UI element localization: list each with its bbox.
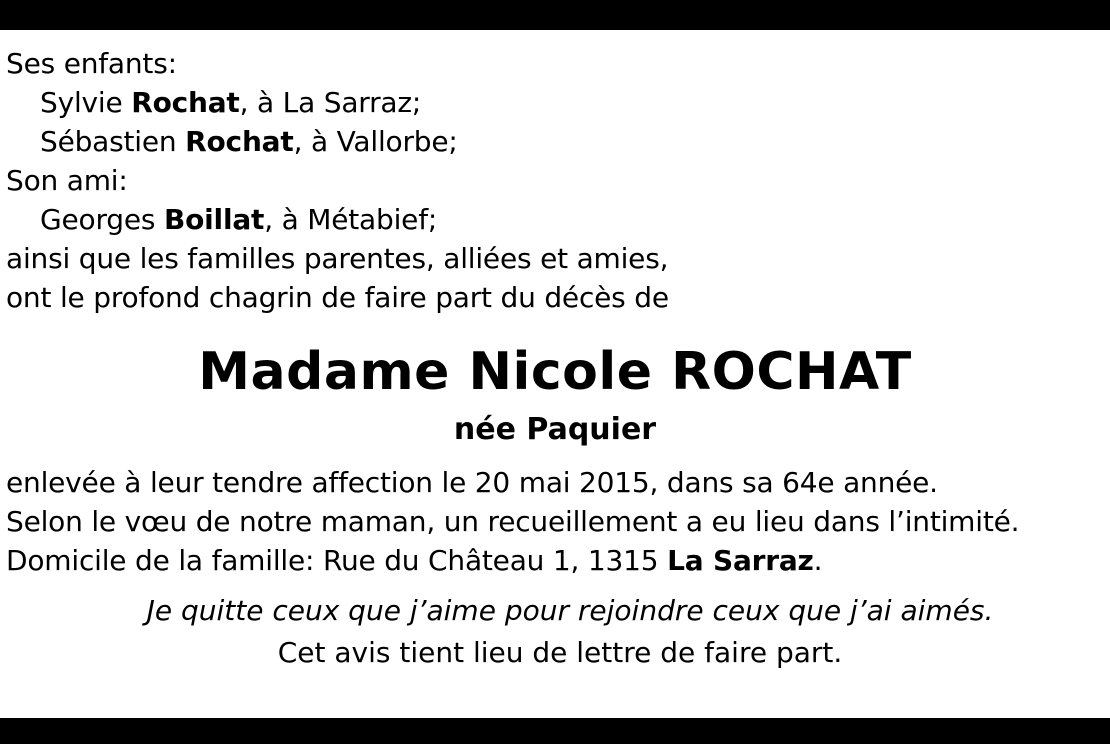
closing-line: Cet avis tient lieu de lettre de faire part.	[277, 636, 843, 669]
child-entry	[6, 83, 1104, 122]
address-suffix: .	[813, 544, 823, 577]
deceased-name: Madame Nicole ROCHAT	[198, 342, 912, 402]
friend-last-name: Boillat	[163, 203, 265, 236]
deceased-maiden-name: née Paquier	[453, 412, 657, 447]
child-location: , à Vallorbe;	[293, 125, 458, 158]
families-line: ainsi que les familles parentes, alliées et amies,	[6, 242, 669, 275]
friend-entry	[6, 200, 1104, 239]
epitaph-quote: Je quitte ceux que j’aime pour rejoindre ceux que j’ai aimés.	[146, 594, 994, 627]
friend-location: , à Métabief;	[264, 203, 438, 236]
announcement-line: ont le profond chagrin de faire part du décès de	[6, 281, 669, 314]
family-address-line	[6, 541, 1104, 580]
children-heading: Ses enfants:	[6, 47, 177, 80]
address-city: La Sarraz	[667, 544, 814, 577]
child-first-name: Sylvie	[40, 86, 132, 119]
child-last-name: Rochat	[185, 125, 294, 158]
address-prefix: Domicile de la famille: Rue du Château 1, 1315	[6, 544, 668, 577]
friend-first-name: Georges	[40, 203, 164, 236]
ceremony-line: Selon le vœu de notre maman, un recueillement a eu lieu dans l’intimité.	[6, 505, 1020, 538]
child-location: , à La Sarraz;	[239, 86, 422, 119]
death-date-line: enlevée à leur tendre affection le 20 mai 2015, dans sa 64e année.	[6, 466, 938, 499]
child-last-name: Rochat	[131, 86, 240, 119]
friend-heading: Son ami:	[6, 164, 128, 197]
child-first-name: Sébastien	[40, 125, 186, 158]
child-entry	[6, 122, 1104, 161]
death-notice-card	[0, 30, 1110, 718]
